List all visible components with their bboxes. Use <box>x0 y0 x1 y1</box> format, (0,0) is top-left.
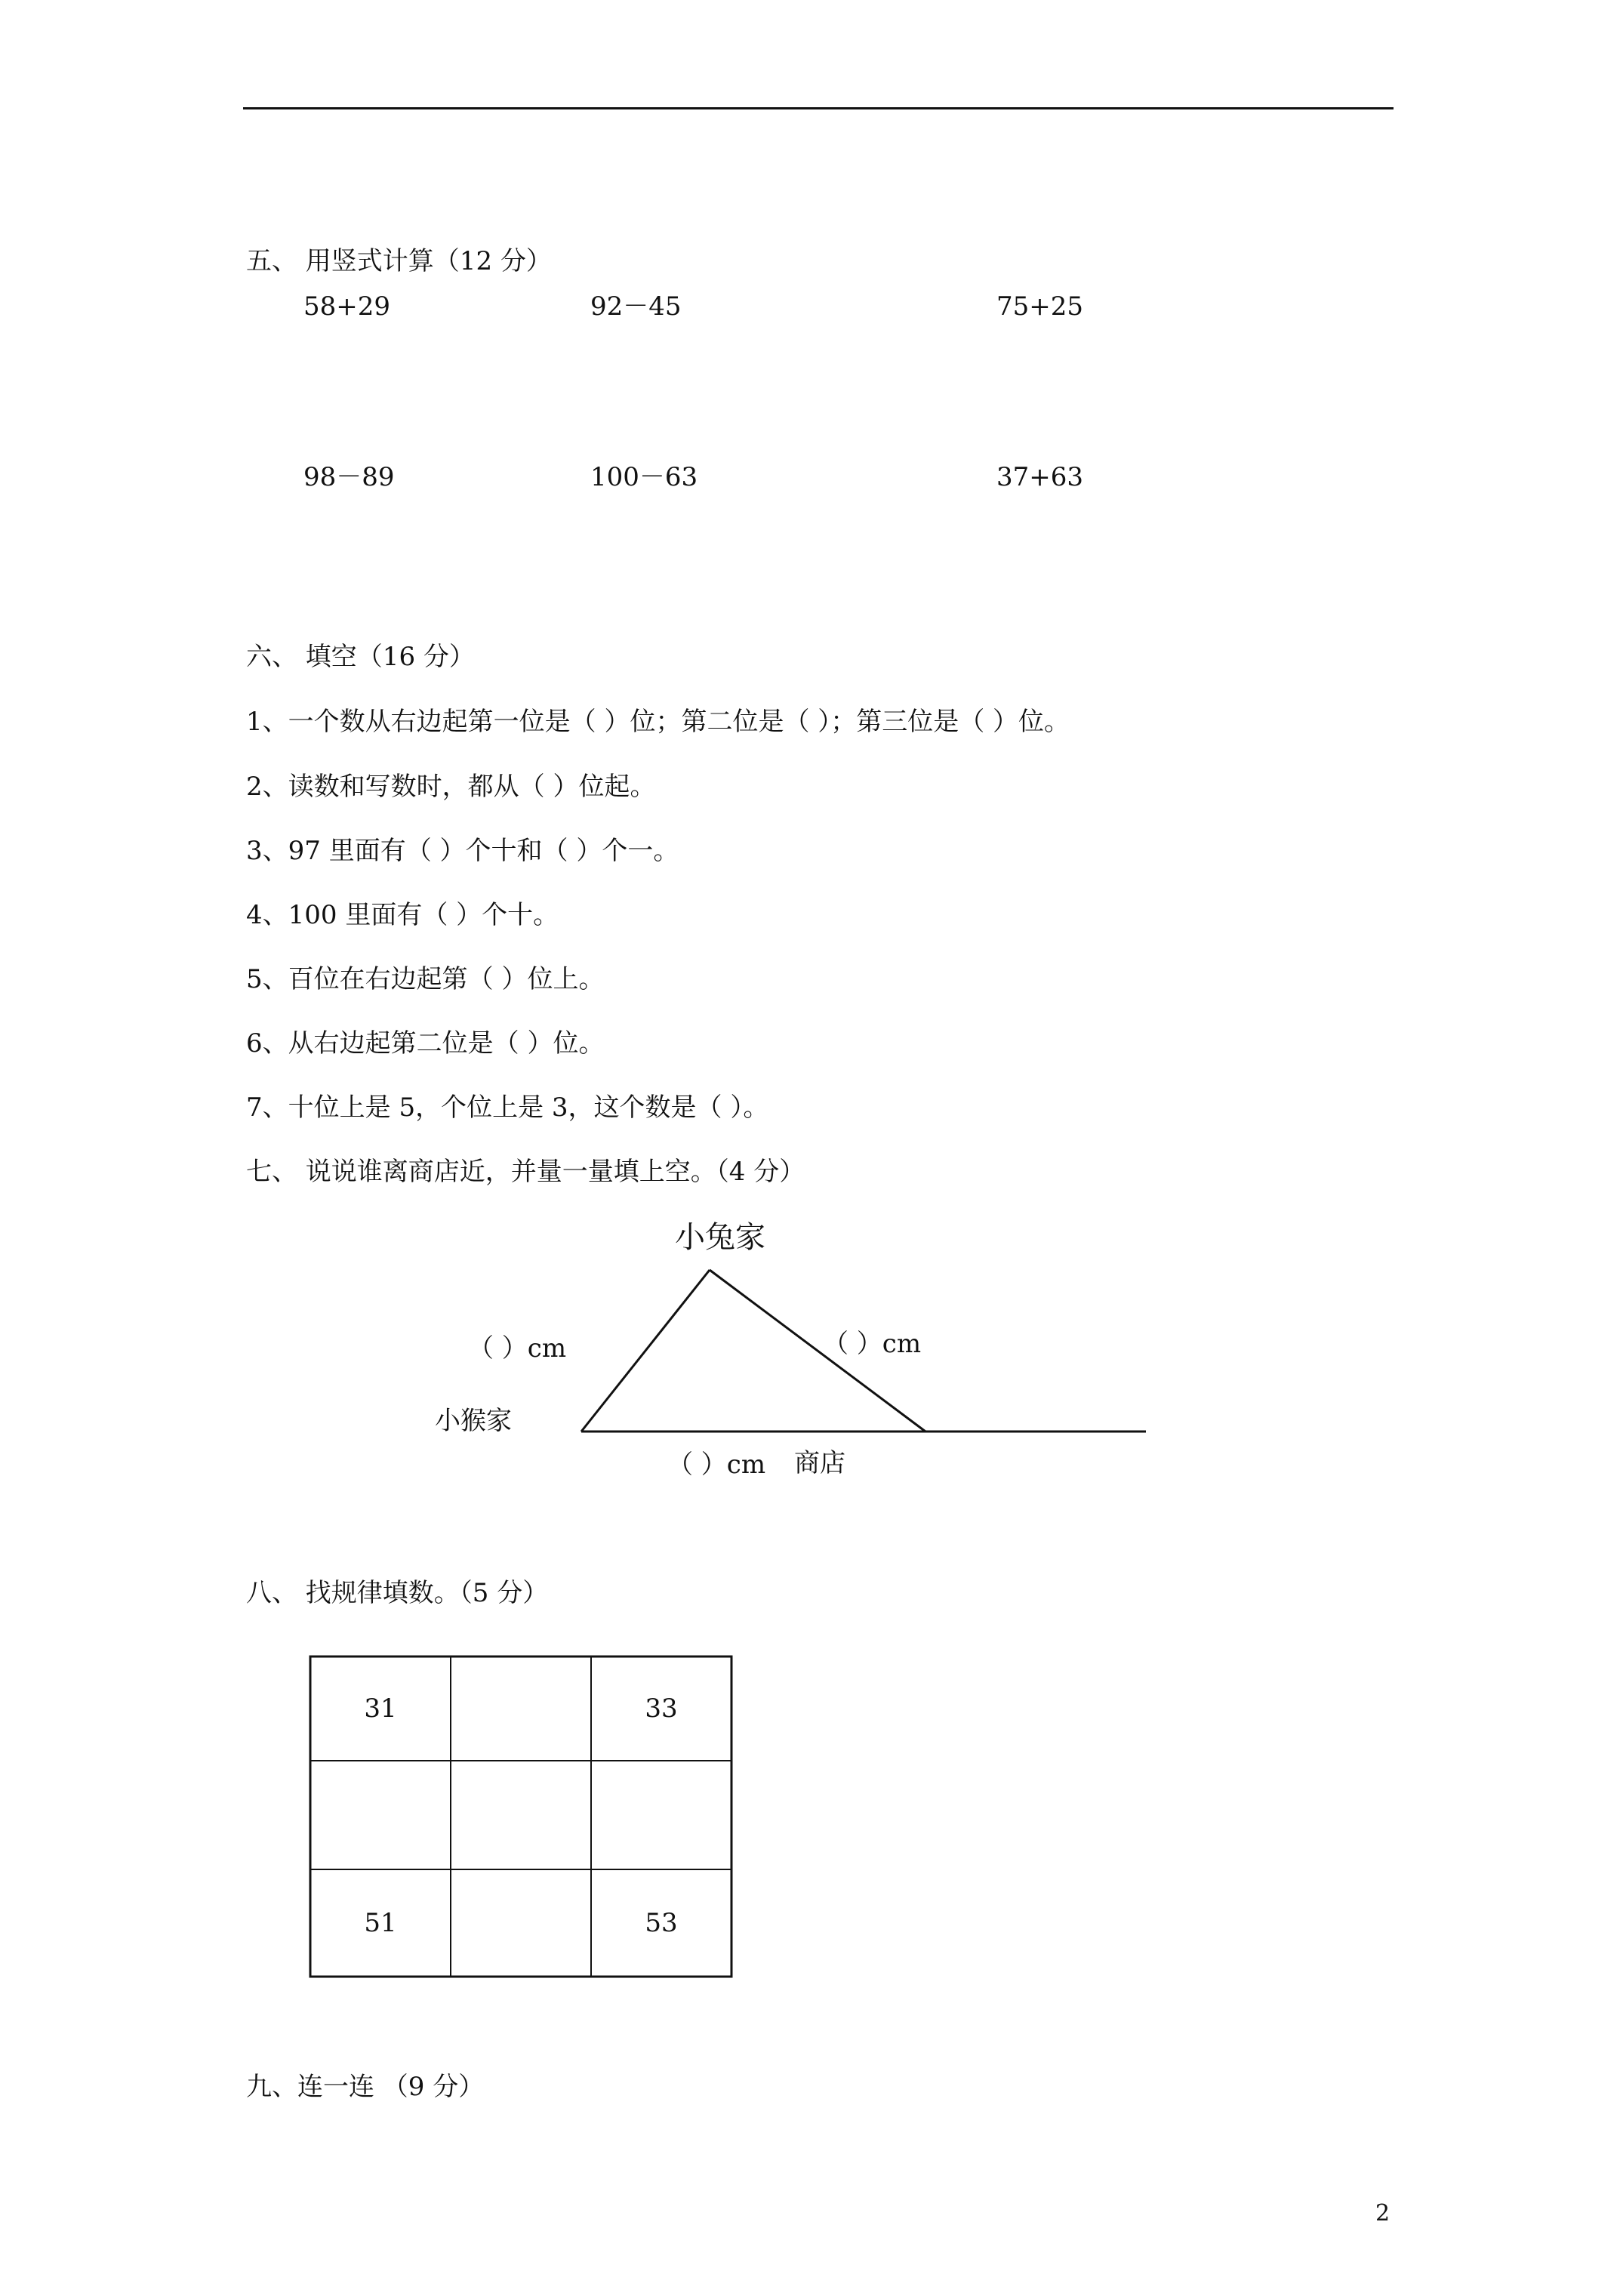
calc-problem: 100－63 <box>590 462 698 492</box>
grid-cell <box>310 1761 451 1869</box>
page-number: 2 <box>1375 2200 1390 2227</box>
grid-cell: 33 <box>645 1693 678 1724</box>
section8-heading: 八、 找规律填数。（5 分） <box>246 1578 549 1608</box>
section7-heading: 七、 说说谁离商店近，并量一量填上空。（4 分） <box>246 1157 805 1187</box>
fill-item: 3、97 里面有（ ）个十和（ ）个一。 <box>246 836 679 866</box>
left-distance-blank: （ ）cm <box>468 1333 567 1364</box>
rabbit-home-label: 小兔家 <box>675 1220 765 1255</box>
calc-problem: 75+25 <box>996 291 1084 322</box>
calc-problem: 98－89 <box>303 462 395 492</box>
section5-heading: 五、 用竖式计算（12 分） <box>246 246 552 276</box>
fill-item: 1、一个数从右边起第一位是（ ）位；第二位是（ ）；第三位是（ ）位。 <box>246 707 1070 737</box>
grid-cell: 31 <box>364 1693 397 1724</box>
store-label: 商店 <box>794 1448 845 1478</box>
grid-cell <box>451 1869 591 1977</box>
fill-item: 4、100 里面有（ ）个十。 <box>246 900 559 930</box>
grid-cell <box>451 1761 591 1869</box>
fill-item: 6、从右边起第二位是（ ）位。 <box>246 1028 605 1059</box>
calc-problem: 58+29 <box>303 291 391 322</box>
grid-cell: 53 <box>645 1908 678 1938</box>
grid-cell: 51 <box>364 1908 397 1938</box>
monkey-home-label: 小猴家 <box>435 1406 512 1436</box>
calc-problem: 37+63 <box>996 462 1084 492</box>
fill-item: 2、读数和写数时，都从（ ）位起。 <box>246 772 656 802</box>
right-distance-blank: （ ）cm <box>823 1329 922 1359</box>
fill-item: 5、百位在右边起第（ ）位上。 <box>246 964 605 994</box>
bottom-distance-blank: （ ）cm <box>667 1450 766 1480</box>
grid-cell <box>451 1657 591 1761</box>
calc-problem: 92－45 <box>590 291 682 322</box>
section9-heading: 九、连一连 （9 分） <box>246 2072 485 2102</box>
fill-item: 7、十位上是 5，个位上是 3，这个数是（ ）。 <box>246 1093 769 1123</box>
grid-cell <box>591 1761 731 1869</box>
section6-heading: 六、 填空（16 分） <box>246 642 475 672</box>
